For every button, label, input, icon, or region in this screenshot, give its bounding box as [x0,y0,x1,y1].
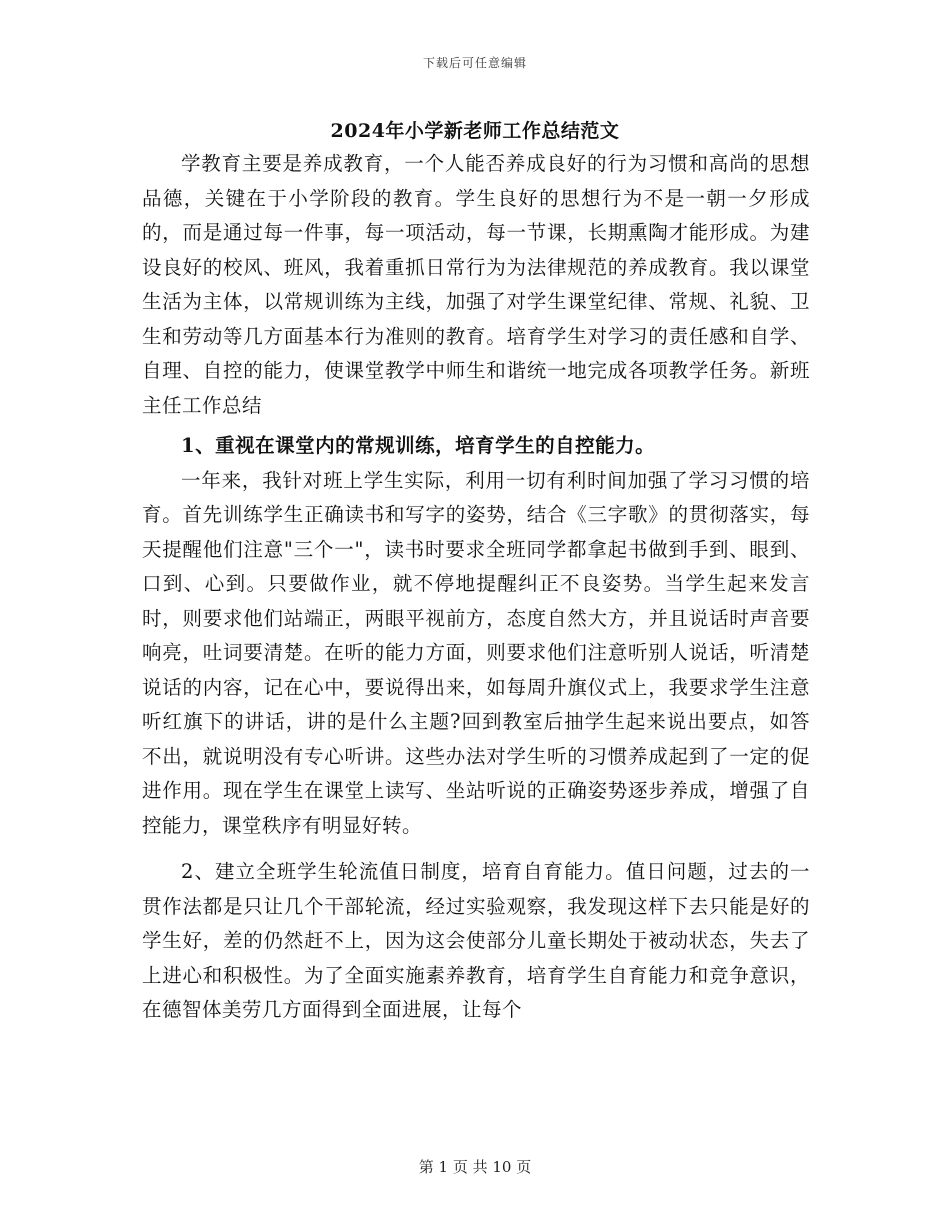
document-title: 2024年小学新老师工作总结范文 [330,120,620,142]
section-heading-1: 1、重视在课堂内的常规训练，培育学生的自控能力。 [181,434,656,457]
page-header: 下载后可任意编辑 [422,56,527,70]
paragraph-intro: 学教育主要是养成教育，一个人能否养成良好的行为习惯和高尚的思想品德，关键在于小学阶段的教育。学生良好的思想行为不是一朝一夕形成的，而是通过每一件事，每一项活动，每一节课，长期熏陶才能形成。为建设良好的校风、班风，我着重抓日常行为为法律规范的养成教育。我以课堂生活为主体，以常规训练为主线，加强了对学生课堂纪律、常规、礼貌、卫生和劳动等几方面基本行为准则的教育。培育学生对学习的责任感和自学、自理、自控的能力，使课堂教学中师生和谐统一地完成各项教学任务。新班主任工作总结 [142,152,810,417]
document-body [142,147,810,1028]
page-footer: 第 1 页 共 10 页 [418,1158,532,1176]
paragraph-section-2: 2、建立全班学生轮流值日制度，培育自育能力。值日问题，过去的一贯作法都是只让几个干部轮流，经过实验观察，我发现这样下去只能是好的学生好，差的仍然赶不上，因为这会使部分儿童长期处于被动状态，失去了上进心和积极性。为了全面实施素养教育，培育学生自育能力和竞争意识，在德智体美劳几方面得到全面进展，让每个 [142,860,810,1021]
paragraph-section-1: 一年来，我针对班上学生实际，利用一切有利时间加强了学习习惯的培育。首先训练学生正确读书和写字的姿势，结合《三字歌》的贯彻落实，每天提醒他们注意"三个一"，读书时要求全班同学都拿起书做到手到、眼到、口到、心到。只要做作业，就不停地提醒纠正不良姿势。当学生起来发言时，则要求他们站端正，两眼平视前方，态度自然大方，并且说话时声音要响亮，吐词要清楚。在听的能力方面，则要求他们注意听别人说话，听清楚说话的内容，记在心中，要说得出来，如每周升旗仪式上，我要求学生注意听红旗下的讲话，讲的是什么主题?回到教室后抽学生起来说出要点，如答不出，就说明没有专心听讲。这些办法对学生听的习惯养成起到了一定的促进作用。现在学生在课堂上读写、坐站听说的正确姿势逐步养成，增强了自控能力，课堂秩序有明显好转。 [142,468,810,837]
